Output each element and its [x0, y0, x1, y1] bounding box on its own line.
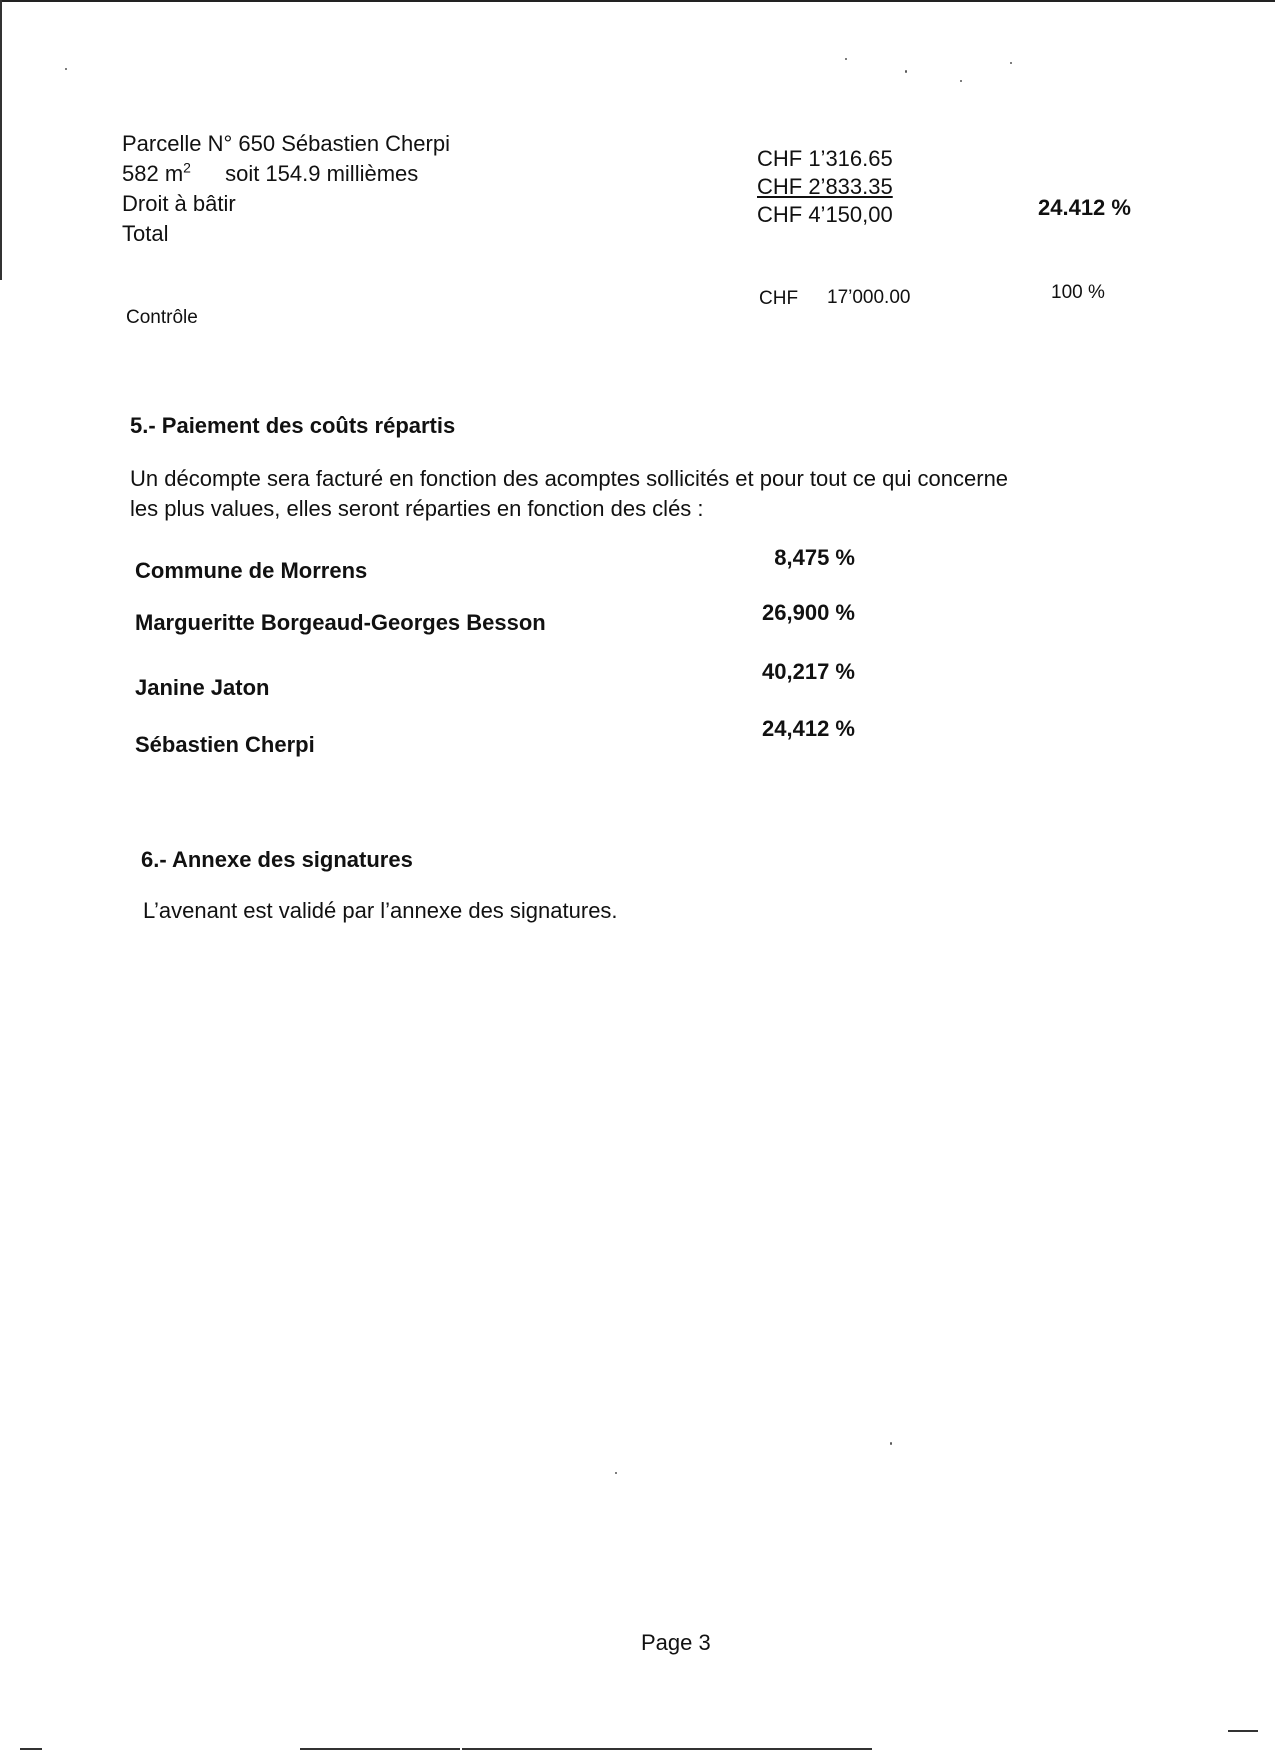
parcel-total-label: Total — [122, 221, 169, 246]
share-percent: 40,217 % — [762, 659, 855, 684]
parcel-area-share: soit 154.9 millièmes — [225, 161, 419, 186]
parcel-title: Parcelle N° 650 Sébastien Cherpi — [122, 131, 450, 156]
parcel-amount-total: CHF 4’150,00 — [757, 202, 893, 227]
scan-edge-bottom — [300, 1748, 460, 1750]
scan-edge-left — [0, 0, 2, 280]
scan-edge-bottom — [20, 1748, 42, 1750]
page-number: Page 3 — [641, 1630, 711, 1655]
control-label: Contrôle — [126, 307, 198, 328]
share-name: Janine Jaton — [135, 675, 270, 700]
parcel-percent: 24.412 % — [1038, 195, 1131, 220]
parcel-amount-1: CHF 1’316.65 — [757, 146, 893, 171]
share-name: Sébastien Cherpi — [135, 732, 315, 757]
section5-paragraph-line-2: les plus values, elles seront réparties en fonction des clés : — [130, 496, 704, 521]
scan-speck — [615, 1472, 617, 1474]
control-amount: 17’000.00 — [827, 287, 911, 308]
share-percent: 26,900 % — [762, 600, 855, 625]
scan-edge-bottom — [462, 1748, 872, 1750]
scan-edge-top — [0, 0, 1275, 2]
share-percent: 8,475 % — [774, 545, 855, 570]
scan-speck — [845, 58, 847, 60]
scan-speck — [1010, 62, 1012, 64]
section6-heading: 6.- Annexe des signatures — [141, 847, 413, 872]
section5-paragraph-line-1: Un décompte sera facturé en fonction des acomptes sollicités et pour tout ce qui concerne — [130, 466, 1009, 491]
control-percent: 100 % — [1051, 282, 1105, 303]
parcel-area-exponent: 2 — [183, 159, 191, 176]
share-name: Commune de Morrens — [135, 558, 368, 583]
section6-paragraph: L’avenant est validé par l’annexe des signatures. — [143, 898, 618, 923]
share-percent: 24,412 % — [762, 716, 855, 741]
scan-speck — [65, 68, 67, 70]
section5-paragraph — [130, 464, 1130, 524]
parcel-area — [122, 161, 418, 187]
scan-speck — [890, 1442, 892, 1445]
parcel-area-value: 582 m — [122, 161, 184, 186]
parcel-building-right-label: Droit à bâtir — [122, 191, 236, 216]
scan-speck — [905, 70, 907, 73]
control-currency: CHF — [759, 288, 799, 309]
scan-edge-bottom — [1228, 1730, 1258, 1732]
scan-speck — [960, 80, 962, 82]
section5-heading: 5.- Paiement des coûts répartis — [130, 413, 456, 438]
parcel-amount-2: CHF 2’833.35 — [757, 174, 893, 199]
share-name: Margueritte Borgeaud-Georges Besson — [135, 610, 546, 635]
